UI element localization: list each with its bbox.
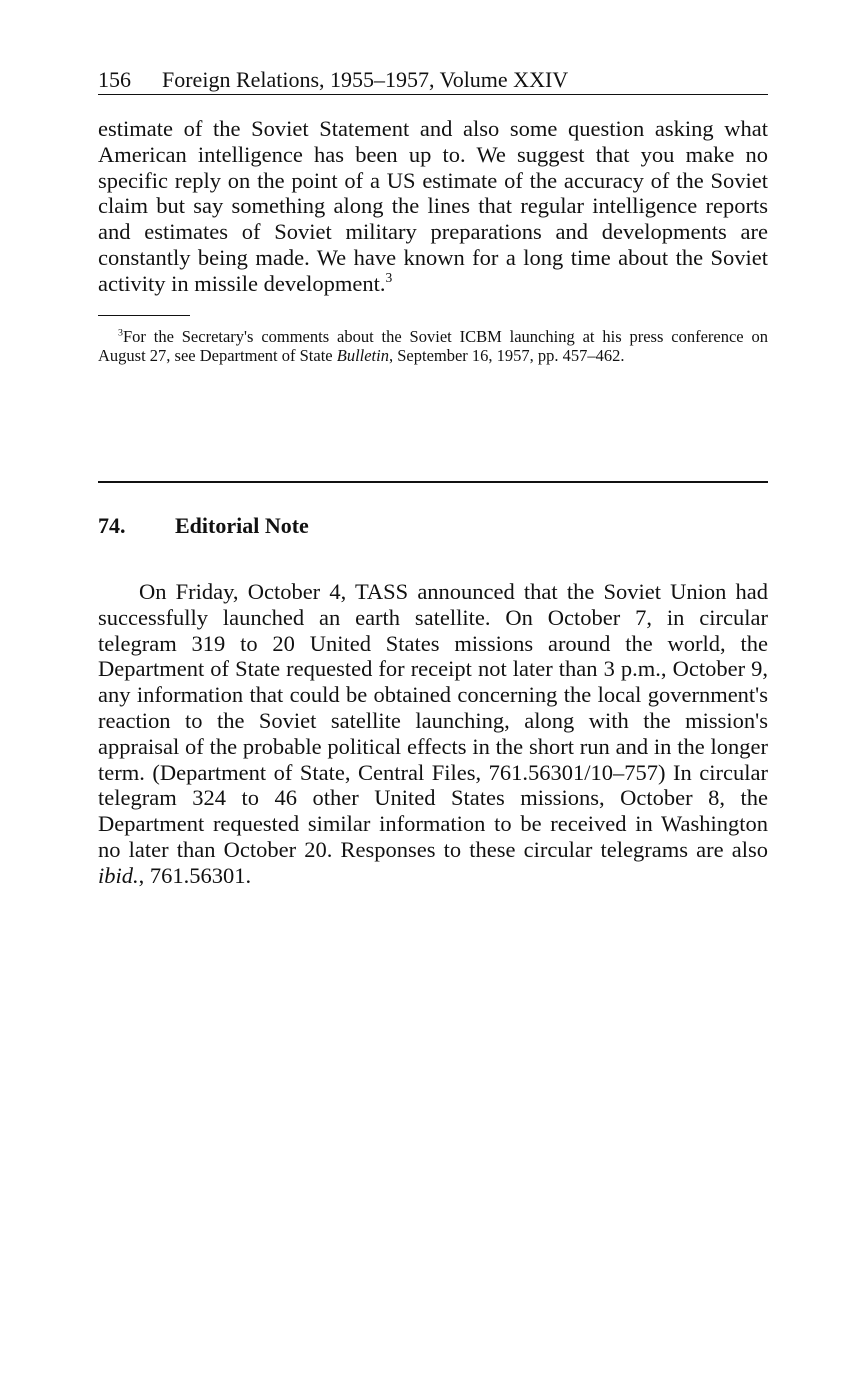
entry-title: Editorial Note (175, 513, 309, 538)
note-text-start: On Friday, October 4, TASS announced that the Soviet Union had successfully launched an earth satellite. On October 7, in circular telegram 319 to 20 United States missions around the world, the Department of State requested for receipt not later than 3 p.m., October 9, any information that could be obtained concerning the local government's reaction to the Soviet satellite launching, along with the mission's appraisal of the probable political effects in the short run and in the longer term. (Department of State, Central Files, 761.56301/10–757) In circular telegram 324 to 46 other United States missions, October 8, the Department requested similar information to be received in Washington no later than October 20. Responses to these circular telegrams are also (98, 579, 768, 862)
footnote-reference: 3 (385, 270, 393, 286)
volume-title: Foreign Relations, 1955–1957, Volume XXIV (162, 67, 569, 92)
section-divider (98, 481, 768, 483)
footnote-text-end: , September 16, 1957, pp. 457–462. (388, 346, 625, 365)
footnote-marker: 3 (118, 327, 123, 339)
footnote-text-start: For the Secretary's comments about the Soviet ICBM launching at his press conference on August 27, see Department of State (98, 327, 768, 365)
footnote (98, 327, 768, 365)
entry-number: 74. (98, 513, 126, 538)
running-head (98, 66, 768, 95)
footnote-separator (98, 315, 190, 316)
page-number: 156 (98, 67, 131, 92)
continuation-paragraph (98, 116, 768, 297)
note-ibid: ibid. (98, 862, 139, 888)
note-text-end: , 761.56301. (138, 862, 252, 888)
paragraph-text: estimate of the Soviet Statement and also some question asking what American intelligence has been up to. We suggest that you make no specific reply on the point of a US estimate of the accuracy of the Soviet claim but say something along the lines that regular intelligence reports and estimates of Soviet military preparations and developments are constantly being made. We have known for a long time about the Soviet activity in missile development. (98, 116, 768, 296)
entry-heading (98, 512, 768, 540)
footnote-publication-title: Bulletin (336, 346, 389, 365)
editorial-note-paragraph (98, 579, 768, 889)
